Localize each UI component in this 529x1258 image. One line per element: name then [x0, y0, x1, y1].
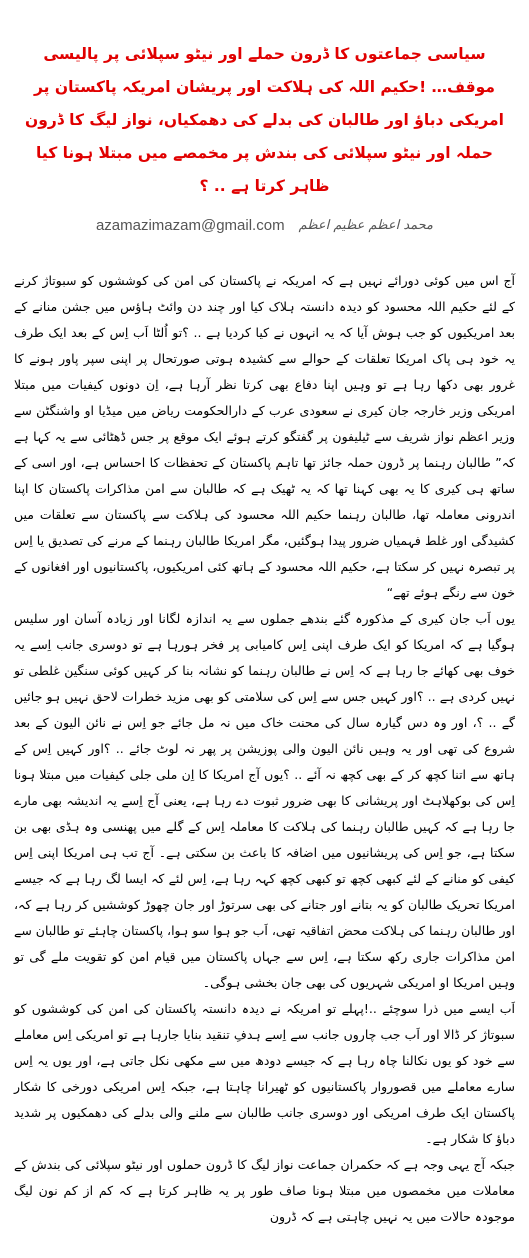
article-paragraph: جبکہ آج یہی وجہ ہے کہ حکمران جماعت نواز لیگ کا ڈرون حملوں اور نیٹو سپلائی کی بندش کے معاملات میں مخمصوں میں مبتلا ہونا صاف طور پر یہ ظاہر کرتا ہے کہ کم از کم نون لیگ موجودہ حالات میں یہ نہیں چاہتی ہے کہ ڈرون: [14, 1157, 515, 1224]
article-paragraph: یوں اَب جان کیری کے مذکورہ گئے بندھے جملوں سے یہ اندازہ لگانا اور زیادہ آسان اور سلیس ہوگیا ہے کہ امریکا کو ایک طرف اپنی اِس کامیابی پر فخر ہورہا ہے تو دوسری جانب اِسے یہ خوف بھی کھائے جا رہا ہے کہ اِس نے طالبان رہنما کو نشانہ بنا کر کہیں کوئی سنگین غلطی تو نہیں کردی ہے .. ؟اور کہیں جس سے اِس کی سلامتی کو بھی مزید خطرات لاحق نہیں ہو جائیں گے .. ؟، اور وہ دس گیارہ سال کی محنت خاک میں نہ مل جائے جو اِس نے نائن الیون کے بعد شروع کی تھی اور یہ وہیں نائن الیون والی پوزیشن پر پھر نہ لوٹ جائے .. ؟اور کہیں اِس کے ہاتھ سے اتنا کچھ کر کے بھی کچھ نہ آئے .. ؟یوں آج امریکا کا اِن ملی جلی کیفیات میں مبتلا ہونا اِس کی بوکھلاہٹ اور پریشانی کا بھی ضرور ثبوت دے رہا ہے، یعنی آج اِسے یہ اندیشہ بھی مارے جا رہا ہے کہ کہیں طالبان رہنما کی ہلاکت کا معاملہ اِس کے گلے میں پھنسی وہ ہڈی بھی بن سکتا ہے، جو اِس کی پریشانیوں میں اضافہ کا باعث بن سکتی ہے۔ آج تب ہی امریکا اپنی اِس کیفی کو منانے کے لئے کبھی کچھ تو کبھی کچھ کہہ رہا ہے، اِس لئے کہ ایسا لگ رہا ہے کہ جیسے امریکا تحریک طالبان کو یہ بتانے اور جتانے کی بھی سرتوڑ اور جان چھوڑ کوششیں کر رہا ہے کہ، اور طالبان رہنما کی ہلاکت محض اتفاقیہ تھی، اَب جو ہوا سو ہوا، پاکستان چاہئے تو طالبان سے امن مذاکرات جاری رکھ سکتا ہے، اِس سے جہاں پاکستان میں قیام امن کو تقویت ملے گی تو وہیں امریکا او امریکی شہریوں کی بھی جان بخشی ہوگی۔: [14, 611, 515, 990]
author-email[interactable]: azamazimazam@gmail.com: [95, 217, 285, 234]
article-paragraph: آج اس میں کوئی دورائے نہیں ہے کہ امریکہ نے پاکستان کی امن کی کوششوں کو سبوتاژ کرنے کے لئے حکیم اللہ محسود کو دیدہ دانستہ ہلاک کیا اور چند دن وائٹ ہاؤس میں جشن منانے کے بعد امریکیوں کو جب ہوش آیا کہ یہ انہوں نے کیا کردیا ہے .. ؟تو اُلٹا اَب اِس کے بعد ایک طرف یہ خود ہی پاک امریکا تعلقات کے حوالے سے کشیدہ ہوتی صورتحال پر اپنی سپر پاور ہونے کا غرور بھی دکھا رہا ہے تو وہیں اپنا دفاع بھی کرتا نظر آرہا ہے، اِن دونوں کیفیات میں مبتلا امریکی وزیر خارجہ جان کیری نے سعودی عرب کے دارالحکومت ریاض میں میڈیا او واشنگٹن سے وزیر اعظم نواز شریف سے ٹیلیفون پر گفتگو کرتے ہوئے ایک موقع پر جس ڈھٹائی سے یہ کہا ہے کہ” طالبان رہنما پر ڈرون حملہ جائز تھا تاہم پاکستان کے تحفظات کا احساس ہے، اور اسی کے ساتھ ہی کیری کا یہ بھی کہنا تھا کہ یہ ٹھیک ہے کہ طالبان سے امن مذاکرات پاکستان کا اپنا اندرونی معاملہ تھا، طالبان رہنما حکیم اللہ محسود کی ہلاکت سے پاکستان سے تعلقات میں کشیدگی اور غلط فہمیاں ضرور پیدا ہوگئیں، مگر امریکا طالبان رہنما کے مرنے کی تصدیق یا اِس پر تبصرہ نہیں کر سکتا ہے، حکیم اللہ محسود کے ہاتھ کئی امریکیوں، پاکستانیوں اور افغانوں کے خون سے رنگے ہوئے تھے“: [14, 273, 515, 600]
article-paragraph: اَب ایسے میں ذرا سوچئے ..!پہلے تو امریکہ نے دیدہ دانستہ پاکستان کی امن کی کوششوں کو سبوتاژ کر ڈالا اور اَب جب چاروں جانب سے اِسے ہدفِ تنقید بنایا جارہا ہے تو امریکی اِس معاملے سے خود کو یوں نکالنا چاہ رہا ہے کہ جیسے دودھ میں سے مکھی نکل جاتی ہے، اور یوں یہ اِس سارے معاملے میں قصوروار پاکستانیوں کو ٹھیرانا چاہتا ہے، جبکہ اِس امریکی دورخی کا شکار پاکستان ایک طرف امریکی اور دوسری جانب طالبان سے ملنے والی بدلے کی دھمکیوں پر شدید دباؤ کا شکار ہے۔: [14, 1001, 515, 1146]
article-body: [8, 268, 521, 1230]
article-headline: سیاسی جماعتوں کا ڈرون حملے اور نیٹو سپلائی پر پالیسی موقف… !حکیم اللہ کی ہلاکت اور پریشان امریکہ پاکستان پر امریکی دباؤ اور طالبان کی بدلے کی دھمکیاں، نواز لیگ کا ڈرون حملہ اور نیٹو سپلائی کی بندش پر مخمصے میں مبتلا ہونا کیا ظاہر کرتا ہے .. ؟: [25, 45, 504, 195]
author-name: محمد اعظم عظیم اعظم: [298, 218, 434, 233]
byline: [8, 217, 521, 234]
